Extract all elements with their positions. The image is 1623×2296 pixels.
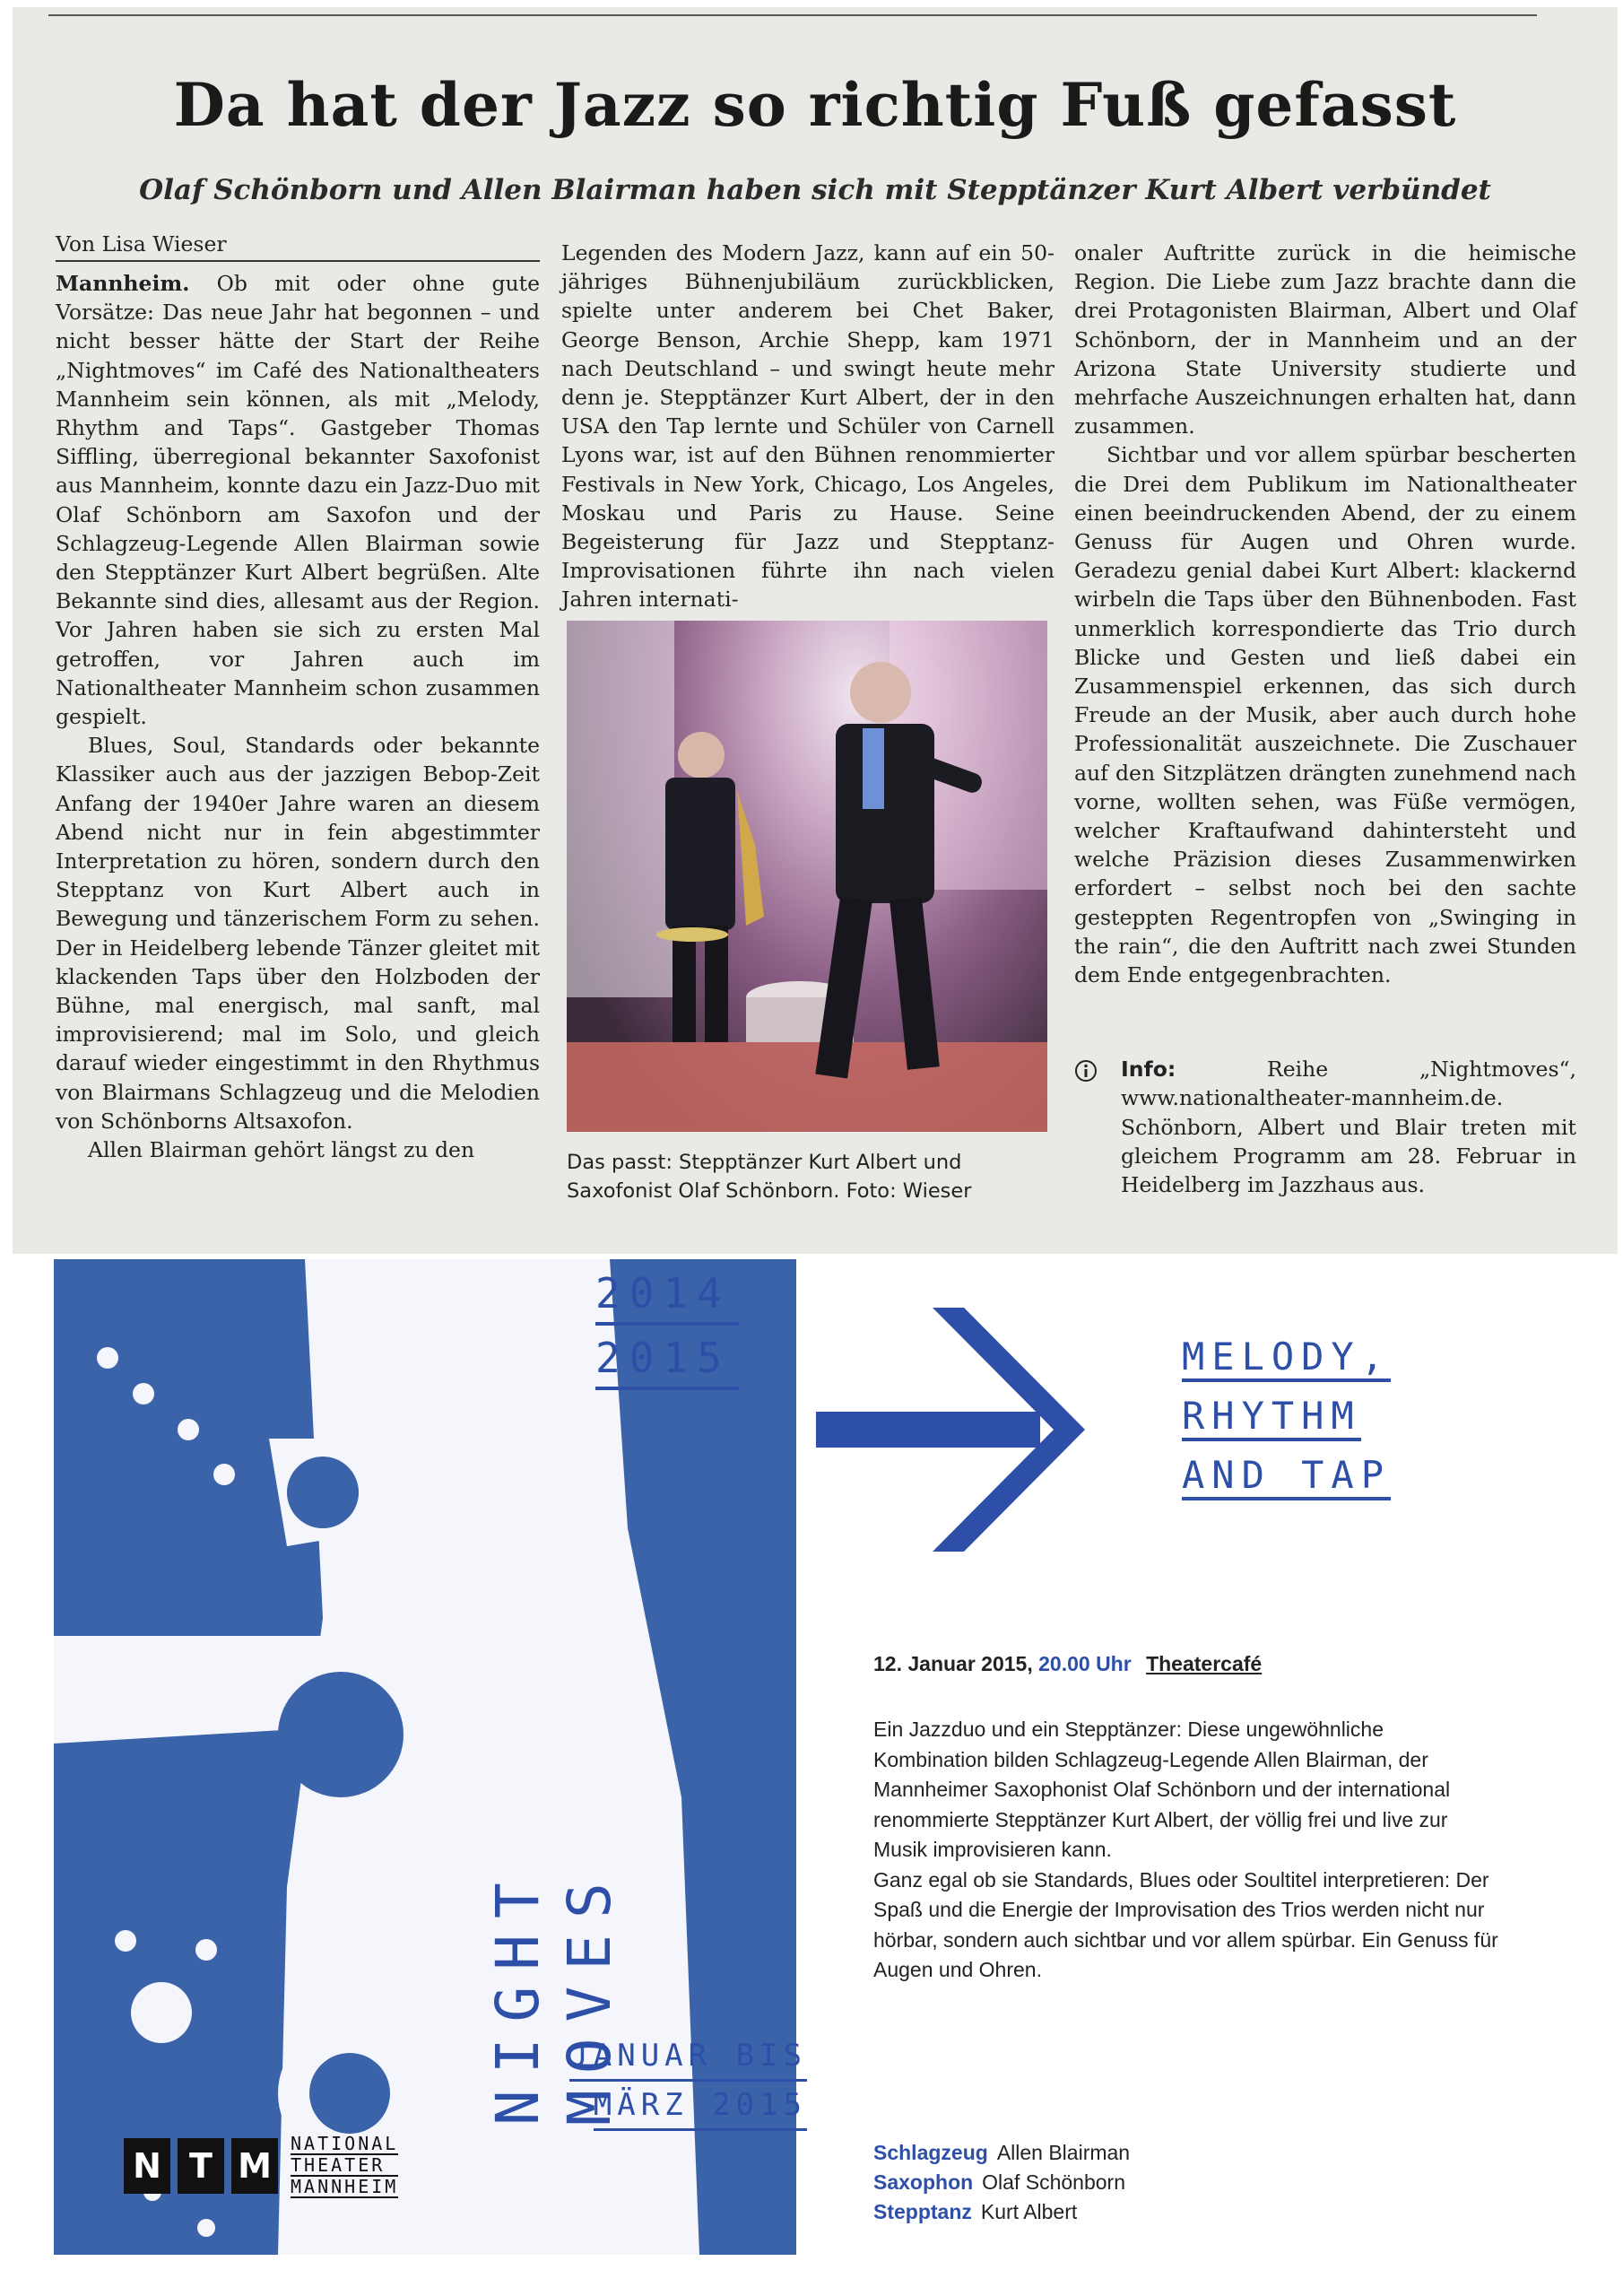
article-byline: Von Lisa Wieser [56, 231, 540, 262]
article-column-3 [1074, 239, 1576, 989]
logo-letter-n: N [124, 2138, 170, 2194]
series-title-night: NIGHT [483, 1866, 552, 2126]
tagline-line: AND TAP [1182, 1453, 1391, 1500]
description-paragraph: Ganz egal ob sie Standards, Blues oder Soultitel interpretieren: Der Spaß und die Energie der Improvisation des Trios werden nicht nur hörbar, sondern auch sichtbar und vor allem spürbar. Ein Genuss für Augen und Ohren. [873, 1867, 1498, 1981]
credit-row [873, 2197, 1130, 2227]
logo-letter-t: T [178, 2138, 224, 2194]
period-label [502, 2032, 807, 2131]
article-subheadline: Olaf Schönborn und Allen Blairman haben sich mit Stepptänzer Kurt Albert verbündet [139, 174, 1491, 206]
ntm-logo [124, 2133, 399, 2197]
credit-name: Olaf Schönborn [982, 2170, 1125, 2194]
credit-name: Allen Blairman [996, 2141, 1131, 2164]
event-tagline [1182, 1327, 1391, 1505]
photo-caption: Das passt: Stepptänzer Kurt Albert und Saxofonist Olaf Schönborn. Foto: Wieser [567, 1151, 972, 1203]
credit-role: Schlagzeug [873, 2141, 988, 2164]
article-text: Ob mit oder ohne gute Vorsätze: Das neue Jahr hat begonnen – und nicht besser hätte der Start der Reihe „Nightmoves“ im Café des Nationaltheaters Mannheim sein können, als mit „Melody, Rhythm and Taps“. Gastgeber Thomas Siffling, überregional bekannter Saxofonist aus Mannheim, konnte dazu ein Jazz-Duo mit Olaf Schönborn am Saxofon und der Schlagzeug-Legende Allen Blairman sowie den Stepptänzer Kurt Albert begrüßen. Alte Bekannte sind dies, allesamt aus der Region. Vor Jahren haben sie sich zu ersten Mal getroffen, vor Jahren auch im Nationaltheater Mannheim schon zusammen gespielt. [56, 271, 540, 730]
logo-name-line: THEATER [291, 2155, 398, 2177]
credit-role: Stepptanz [873, 2200, 972, 2223]
event-time: 20.00 Uhr [1038, 1652, 1132, 1675]
clipping-top-rule [48, 14, 1537, 16]
article-paragraph: Sichtbar und vor allem spürbar bescherten die Drei dem Publikum im Nationaltheater einen beeindruckenden Abend, der zu einem Genuss für Augen und Ohren wurde. Geradezu genial dabei Kurt Albert: klackernd wirbeln die Taps über den Bühnenboden. Fast unmerklich korrespondierte das Trio durch Blicke und Gesten und ließ dabei ein Zusammenspiel erkennen, das sich durch Freude an der Musik, aber auch durch hohe Professionalität auszeichnete. Die Zuschauer auf den Sitzplätzen drängten zunehmend nach vorne, wollten sehen, was Füße vermögen, welcher Kraftaufwand dahintersteht und welche Präzision dieses Zusammenwirken erfordert – selbst noch bei den sachte gesteppten Regentropfen von „Swinging in the rain“, die den Auftritt nach zwei Stunden dem Ende entgegenbrachten. [1074, 442, 1576, 988]
season-year-end: 2015 [595, 1329, 739, 1390]
article-headline: Da hat der Jazz so richtig Fuß gefasst [173, 70, 1457, 140]
description-paragraph: Ein Jazzduo und ein Stepptänzer: Diese ungewöhnliche Kombination bilden Schlagzeug-Legende Allen Blairman, der Mannheimer Saxophonist Olaf Schönborn und der international renommierte Stepptänzer Kurt Albert, der völlig frei und live zur Musik improvisieren kann. [873, 1718, 1451, 1861]
logo-name [291, 2134, 398, 2198]
article-column-1 [56, 269, 540, 1164]
article-column-2 [561, 239, 1055, 614]
credit-row [873, 2168, 1130, 2197]
event-heading [873, 1652, 1262, 1676]
info-label: Info: [1121, 1057, 1176, 1083]
info-icon [1074, 1059, 1098, 1083]
info-text: Reihe „Nightmoves“, www.nationaltheater-mannheim.de. Schönborn, Albert und Blair treten mit gleichem Programm am 28. Februar in Heidelberg im Jazzhaus aus. [1121, 1057, 1576, 1198]
logo-name-line: NATIONAL [291, 2133, 399, 2154]
logo-name-line: MANNHEIM [291, 2176, 399, 2197]
season-year-start: 2014 [595, 1265, 739, 1326]
tagline-line: RHYTHM [1182, 1394, 1361, 1441]
info-box [1074, 1055, 1576, 1199]
article-photo [567, 621, 1047, 1132]
arrow-right-icon [816, 1290, 1103, 1577]
series-title-moves: MOVES [555, 1866, 624, 2126]
credit-role: Saxophon [873, 2170, 974, 2194]
event-venue: Theatercafé [1146, 1652, 1263, 1675]
article-dateline: Mannheim. [56, 271, 190, 296]
credit-row [873, 2138, 1130, 2168]
article-paragraph [56, 269, 540, 731]
performer-credits [873, 2138, 1130, 2227]
event-date: 12. Januar 2015, [873, 1652, 1033, 1675]
article-paragraph: Legenden des Modern Jazz, kann auf ein 50-jähriges Bühnenjubiläum zurückblicken, spielte unter anderem bei Chet Baker, George Benson, Archie Shepp, kam 1971 nach Deutschland – und swingt heute mehr denn je. Stepptänzer Kurt Albert, der in den USA den Tap lernte und Schüler von Carnell Lyons war, ist auf den Bühnen renommierter Festivals in New York, Chicago, Los Angeles, Moskau und Paris zu Hause. Seine Begeisterung für Jazz und Stepptanz-Improvisationen führte ihn nach vielen Jahren internati- [561, 240, 1055, 613]
tagline-line: MELODY, [1182, 1335, 1391, 1382]
concert-photo-illustration [567, 621, 1047, 1132]
article-paragraph: onaler Auftritte zurück in die heimische Region. Die Liebe zum Jazz brachte dann die drei Protagonisten Blairman, Albert und Olaf Schönborn, der in Mannheim und an der Arizona State University studierte und mehrfache Auszeichnungen erhalten hat, dann zusammen. [1074, 240, 1576, 439]
event-description [873, 1715, 1501, 1986]
credit-name: Kurt Albert [980, 2200, 1078, 2223]
period-line-1: JANUAR BIS [569, 2032, 807, 2082]
logo-letter-m: M [231, 2138, 278, 2194]
period-line-2: MÄRZ 2015 [594, 2082, 807, 2131]
article-paragraph: Allen Blairman gehört längst zu den [88, 1137, 475, 1163]
season-label [595, 1265, 766, 1394]
article-paragraph: Blues, Soul, Standards oder bekannte Klassiker auch aus der jazzigen Bebop-Zeit Anfang der 1940er Jahre waren an diesem Abend nicht nur in fein abgestimmter Interpretation zu hören, sondern durch den Stepptanz von Kurt Albert auch in Bewegung und tänzerischem Form zu sehen. Der in Heidelberg lebende Tänzer gleitet mit klackenden Taps über den Holzboden der Bühne, mal energisch, mal sanft, mal improvisierend; mal im Solo, und gleich darauf wieder eingestimmt in den Rhythmus von Blairmans Schlagzeug und die Melodien von Schönborns Altsaxofon. [56, 733, 540, 1134]
